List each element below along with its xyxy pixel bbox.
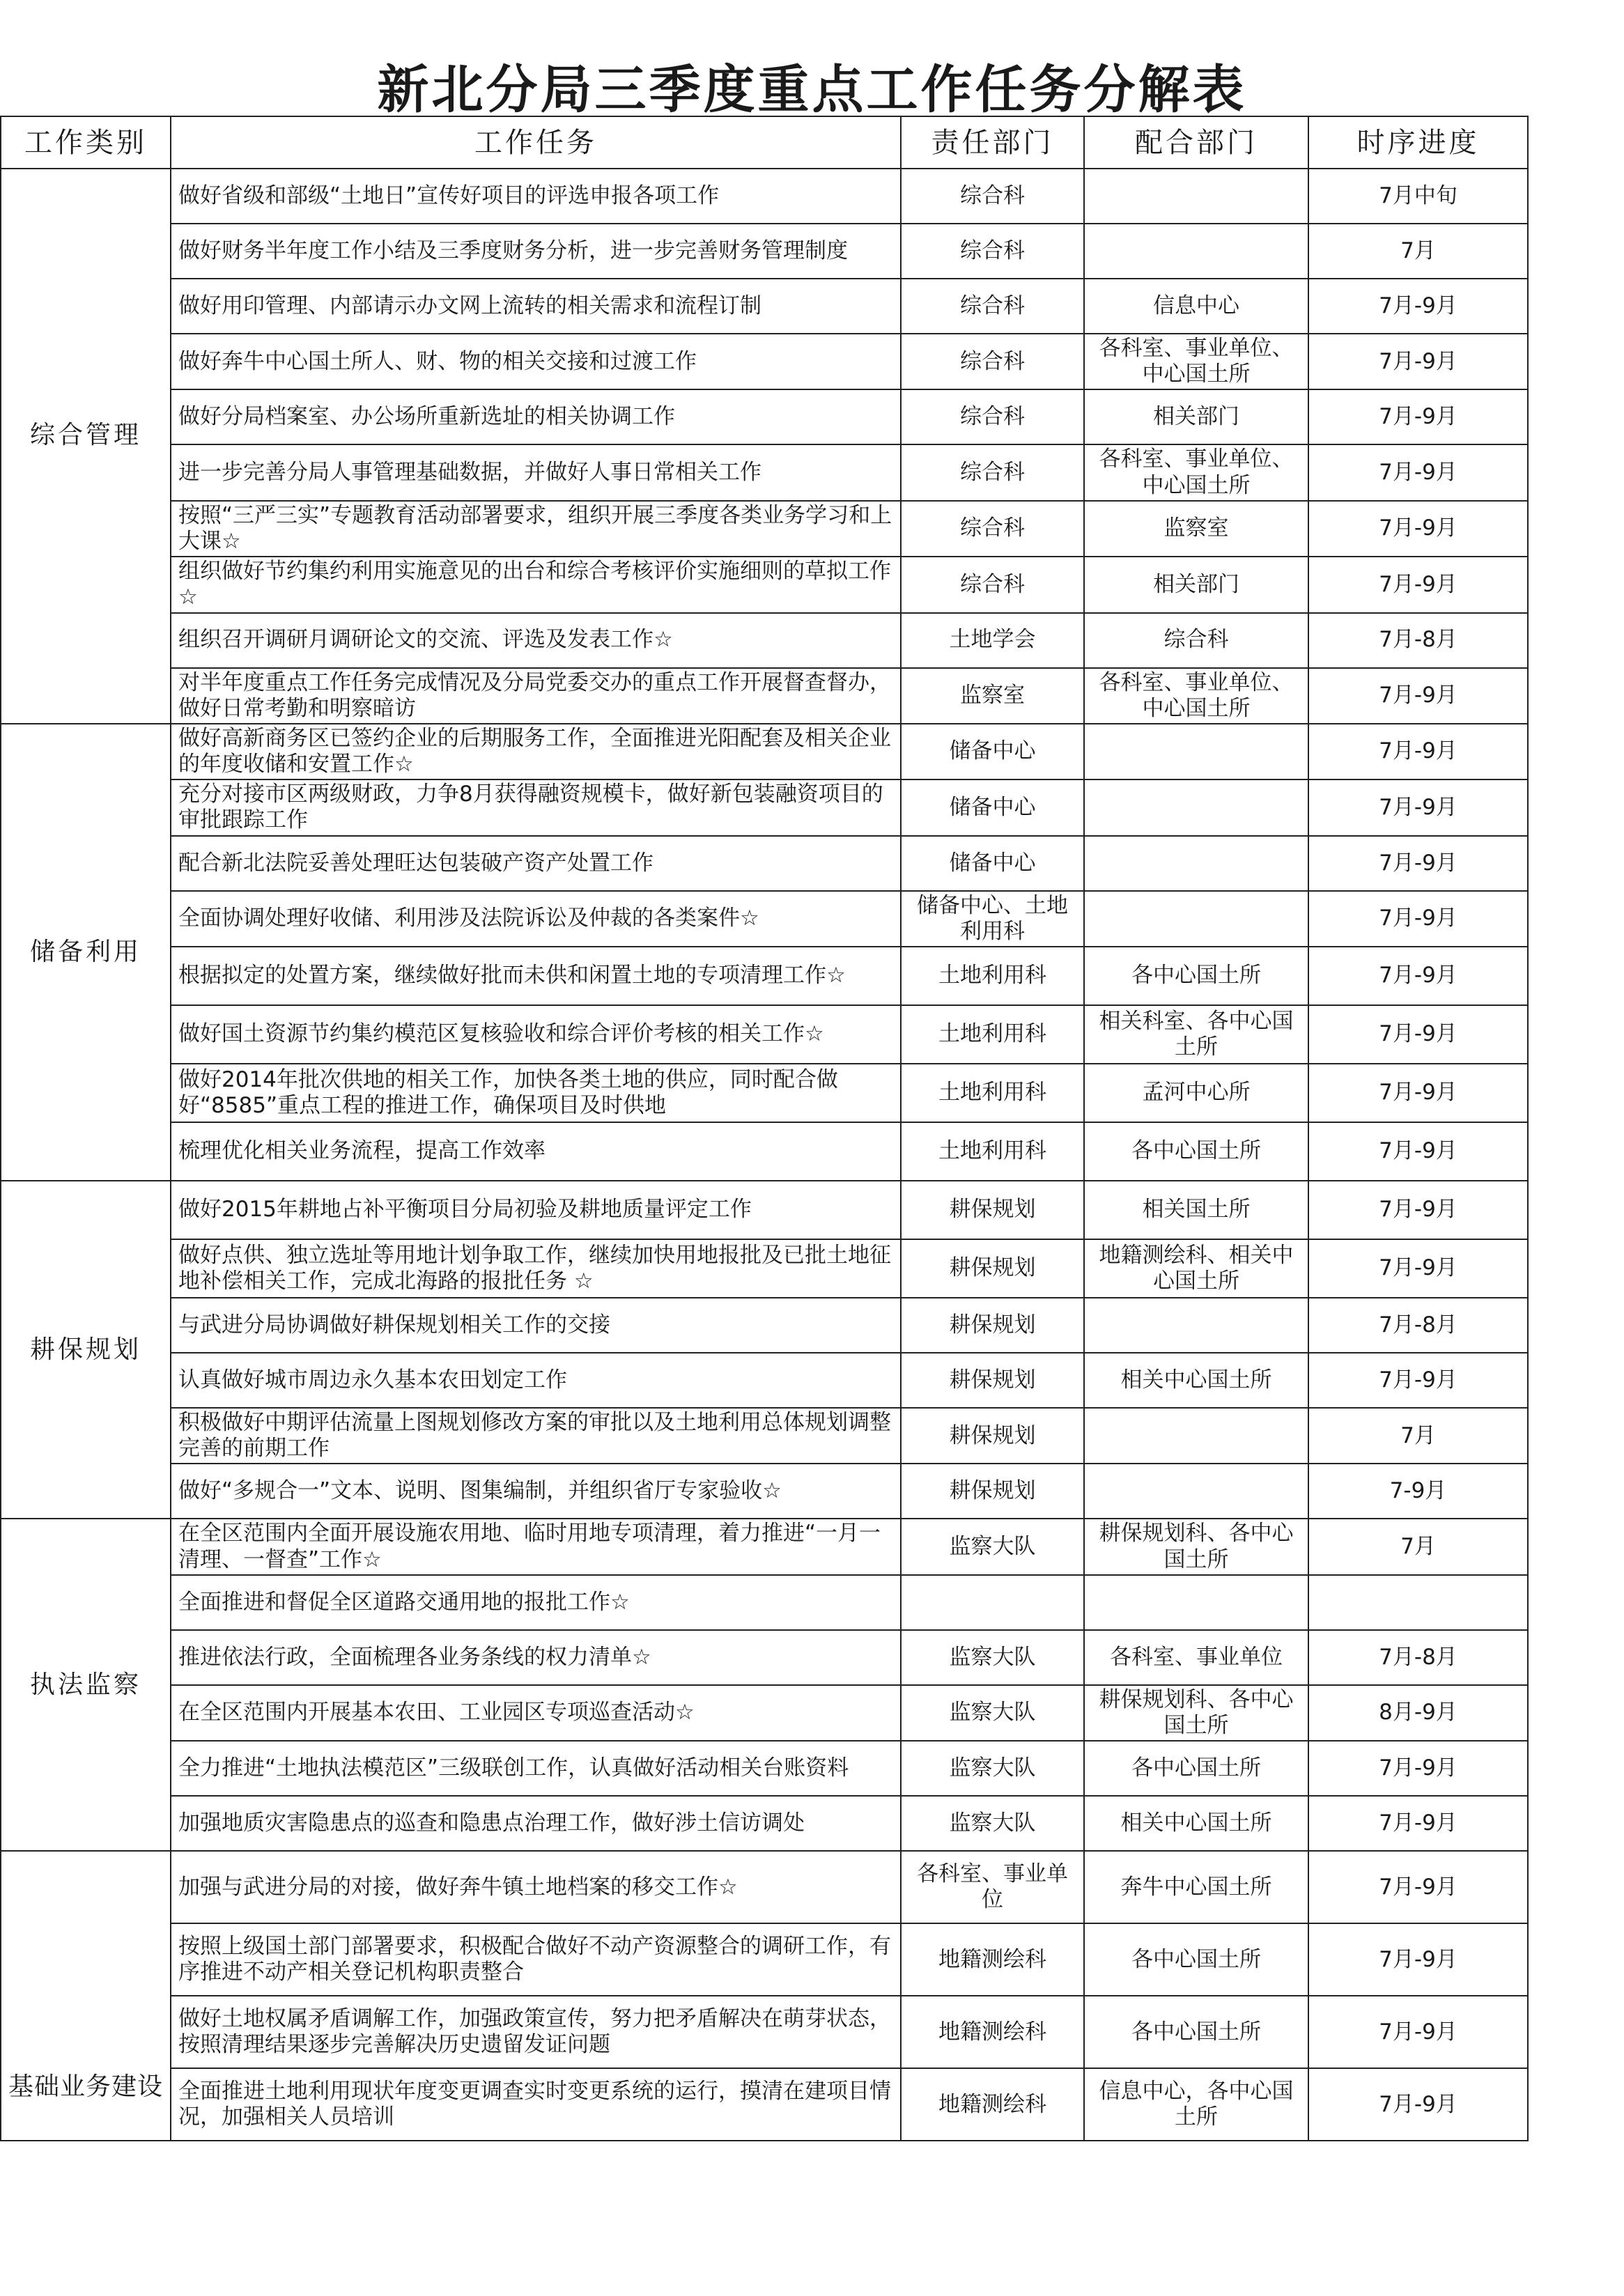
- task-cell: 做好2015年耕地占补平衡项目分局初验及耕地质量评定工作: [171, 1181, 901, 1239]
- responsible-cell: 耕保规划: [901, 1408, 1084, 1464]
- header-row: [1, 116, 1528, 169]
- schedule-cell: 7月: [1308, 1519, 1528, 1574]
- task-cell: 做好高新商务区已签约企业的后期服务工作，全面推进光阳配套及相关企业的年度收储和安置工作☆: [171, 724, 901, 779]
- task-cell: 组织做好节约集约利用实施意见的出台和综合考核评价实施细则的草拟工作☆: [171, 557, 901, 612]
- task-cell: 组织召开调研月调研论文的交流、评选及发表工作☆: [171, 613, 901, 668]
- table-row: [1, 779, 1528, 835]
- responsible-cell: 土地利用科: [901, 1005, 1084, 1064]
- cooperating-cell: [1084, 1575, 1308, 1630]
- responsible-cell: 监察大队: [901, 1519, 1084, 1574]
- task-cell: 梳理优化相关业务流程，提高工作效率: [171, 1122, 901, 1181]
- cooperating-cell: 各中心国土所: [1084, 1923, 1308, 1996]
- responsible-cell: 耕保规划: [901, 1181, 1084, 1239]
- cooperating-cell: [1084, 1408, 1308, 1464]
- category-cell: 储备利用: [1, 724, 171, 1181]
- task-cell: 做好用印管理、内部请示办文网上流转的相关需求和流程订制: [171, 279, 901, 334]
- cooperating-cell: 各中心国土所: [1084, 1122, 1308, 1181]
- header-schedule: 时序进度: [1308, 116, 1528, 169]
- task-cell: 进一步完善分局人事管理基础数据，并做好人事日常相关工作: [171, 444, 901, 500]
- responsible-cell: 耕保规划: [901, 1298, 1084, 1353]
- cooperating-cell: [1084, 724, 1308, 779]
- table-row: [1, 1741, 1528, 1796]
- responsible-cell: 土地利用科: [901, 1122, 1084, 1181]
- table-row: [1, 1519, 1528, 1574]
- schedule-cell: 7月-9月: [1308, 279, 1528, 334]
- category-cell: 基础业务建设: [1, 1851, 171, 2141]
- table-row: [1, 389, 1528, 444]
- cooperating-cell: [1084, 1298, 1308, 1353]
- schedule-cell: 7月-9月: [1308, 1996, 1528, 2068]
- schedule-cell: 7-9月: [1308, 1464, 1528, 1519]
- task-cell: 全面推进土地利用现状年度变更调查实时变更系统的运行，摸清在建项目情况，加强相关人员培训: [171, 2068, 901, 2141]
- schedule-cell: 7月-9月: [1308, 1923, 1528, 1996]
- task-cell: 认真做好城市周边永久基本农田划定工作: [171, 1353, 901, 1408]
- responsible-cell: 土地学会: [901, 613, 1084, 668]
- table-row: [1, 279, 1528, 334]
- category-cell: 综合管理: [1, 169, 171, 724]
- responsible-cell: 耕保规划: [901, 1464, 1084, 1519]
- cooperating-cell: 奔牛中心国土所: [1084, 1851, 1308, 1923]
- schedule-cell: 7月-8月: [1308, 613, 1528, 668]
- cooperating-cell: [1084, 779, 1308, 835]
- responsible-cell: 土地利用科: [901, 1064, 1084, 1122]
- task-cell: 按照上级国土部门部署要求，积极配合做好不动产资源整合的调研工作，有序推进不动产相关登记机构职责整合: [171, 1923, 901, 1996]
- task-cell: 充分对接市区两级财政，力争8月获得融资规模卡，做好新包装融资项目的审批跟踪工作: [171, 779, 901, 835]
- table-row: [1, 1464, 1528, 1519]
- responsible-cell: 综合科: [901, 224, 1084, 279]
- cooperating-cell: 相关中心国土所: [1084, 1353, 1308, 1408]
- responsible-cell: 地籍测绘科: [901, 1996, 1084, 2068]
- responsible-cell: 耕保规划: [901, 1353, 1084, 1408]
- schedule-cell: 7月-9月: [1308, 389, 1528, 444]
- schedule-cell: 7月-9月: [1308, 1122, 1528, 1181]
- responsible-cell: 综合科: [901, 389, 1084, 444]
- table-row: [1, 613, 1528, 668]
- table-row: [1, 1181, 1528, 1239]
- cooperating-cell: 各中心国土所: [1084, 1996, 1308, 2068]
- table-row: [1, 724, 1528, 779]
- task-cell: 全面推进和督促全区道路交通用地的报批工作☆: [171, 1575, 901, 1630]
- schedule-cell: 7月-9月: [1308, 947, 1528, 1005]
- task-cell: 做好奔牛中心国土所人、财、物的相关交接和过渡工作: [171, 334, 901, 389]
- cooperating-cell: 地籍测绘科、相关中心国土所: [1084, 1239, 1308, 1298]
- table-row: [1, 224, 1528, 279]
- responsible-cell: 地籍测绘科: [901, 1923, 1084, 1996]
- table-row: [1, 1122, 1528, 1181]
- cooperating-cell: 各科室、事业单位、中心国土所: [1084, 668, 1308, 724]
- task-cell: 积极做好中期评估流量上图规划修改方案的审批以及土地利用总体规划调整完善的前期工作: [171, 1408, 901, 1464]
- schedule-cell: 7月-9月: [1308, 1239, 1528, 1298]
- responsible-cell: 综合科: [901, 279, 1084, 334]
- task-cell: 做好“多规合一”文本、说明、图集编制，并组织省厅专家验收☆: [171, 1464, 901, 1519]
- schedule-cell: 7月-9月: [1308, 1181, 1528, 1239]
- cooperating-cell: 相关科室、各中心国土所: [1084, 1005, 1308, 1064]
- task-cell: 对半年度重点工作任务完成情况及分局党委交办的重点工作开展督查督办，做好日常考勤和明察暗访: [171, 668, 901, 724]
- responsible-cell: [901, 1575, 1084, 1630]
- schedule-cell: 7月-9月: [1308, 2068, 1528, 2141]
- task-cell: 在全区范围内全面开展设施农用地、临时用地专项清理，着力推进“一月一清理、一督查”工作☆: [171, 1519, 901, 1574]
- header-category: 工作类别: [1, 116, 171, 169]
- table-row: [1, 1408, 1528, 1464]
- responsible-cell: 耕保规划: [901, 1239, 1084, 1298]
- schedule-cell: 7月-8月: [1308, 1630, 1528, 1685]
- category-cell: 执法监察: [1, 1519, 171, 1851]
- responsible-cell: 监察大队: [901, 1685, 1084, 1741]
- schedule-cell: [1308, 1575, 1528, 1630]
- responsible-cell: 储备中心: [901, 779, 1084, 835]
- cooperating-cell: [1084, 1464, 1308, 1519]
- cooperating-cell: 综合科: [1084, 613, 1308, 668]
- cooperating-cell: 相关中心国土所: [1084, 1796, 1308, 1851]
- cooperating-cell: 信息中心，各中心国土所: [1084, 2068, 1308, 2141]
- schedule-cell: 7月-9月: [1308, 779, 1528, 835]
- responsible-cell: 综合科: [901, 557, 1084, 612]
- table-row: [1, 836, 1528, 891]
- schedule-cell: 7月-9月: [1308, 501, 1528, 557]
- task-cell: 做好国土资源节约集约模范区复核验收和综合评价考核的相关工作☆: [171, 1005, 901, 1064]
- cooperating-cell: 监察室: [1084, 501, 1308, 557]
- task-cell: 根据拟定的处置方案，继续做好批而未供和闲置土地的专项清理工作☆: [171, 947, 901, 1005]
- task-cell: 按照“三严三实”专题教育活动部署要求，组织开展三季度各类业务学习和上大课☆: [171, 501, 901, 557]
- table-row: [1, 1923, 1528, 1996]
- task-cell: 做好分局档案室、办公场所重新选址的相关协调工作: [171, 389, 901, 444]
- schedule-cell: 7月-9月: [1308, 1741, 1528, 1796]
- task-cell: 推进依法行政，全面梳理各业务条线的权力清单☆: [171, 1630, 901, 1685]
- schedule-cell: 7月: [1308, 224, 1528, 279]
- header-responsible: 责任部门: [901, 116, 1084, 169]
- schedule-cell: 7月-9月: [1308, 668, 1528, 724]
- responsible-cell: 储备中心、土地利用科: [901, 891, 1084, 947]
- table-row: [1, 169, 1528, 224]
- table-row: [1, 1298, 1528, 1353]
- table-row: [1, 1685, 1528, 1741]
- schedule-cell: 7月-9月: [1308, 1796, 1528, 1851]
- cooperating-cell: 各中心国土所: [1084, 1741, 1308, 1796]
- task-cell: 全力推进“土地执法模范区”三级联创工作，认真做好活动相关台账资料: [171, 1741, 901, 1796]
- table-row: [1, 444, 1528, 500]
- responsible-cell: 储备中心: [901, 836, 1084, 891]
- cooperating-cell: [1084, 891, 1308, 947]
- cooperating-cell: 各科室、事业单位、中心国土所: [1084, 334, 1308, 389]
- table-row: [1, 1353, 1528, 1408]
- schedule-cell: 7月-9月: [1308, 1005, 1528, 1064]
- table-row: [1, 947, 1528, 1005]
- cooperating-cell: 耕保规划科、各中心国土所: [1084, 1519, 1308, 1574]
- responsible-cell: 监察大队: [901, 1630, 1084, 1685]
- cooperating-cell: 孟河中心所: [1084, 1064, 1308, 1122]
- responsible-cell: 综合科: [901, 444, 1084, 500]
- schedule-cell: 7月-9月: [1308, 1851, 1528, 1923]
- responsible-cell: 综合科: [901, 334, 1084, 389]
- responsible-cell: 各科室、事业单位: [901, 1851, 1084, 1923]
- schedule-cell: 7月-9月: [1308, 836, 1528, 891]
- task-cell: 与武进分局协调做好耕保规划相关工作的交接: [171, 1298, 901, 1353]
- schedule-cell: 7月: [1308, 1408, 1528, 1464]
- cooperating-cell: 各科室、事业单位、中心国土所: [1084, 444, 1308, 500]
- cooperating-cell: 信息中心: [1084, 279, 1308, 334]
- table-row: [1, 501, 1528, 557]
- table-row: [1, 1005, 1528, 1064]
- responsible-cell: 综合科: [901, 501, 1084, 557]
- responsible-cell: 综合科: [901, 169, 1084, 224]
- schedule-cell: 7月-9月: [1308, 1353, 1528, 1408]
- responsible-cell: 监察大队: [901, 1741, 1084, 1796]
- table-row: [1, 668, 1528, 724]
- task-cell: 做好省级和部级“土地日”宣传好项目的评选申报各项工作: [171, 169, 901, 224]
- schedule-cell: 7月-9月: [1308, 724, 1528, 779]
- task-cell: 做好点供、独立选址等用地计划争取工作，继续加快用地报批及已批土地征地补偿相关工作，完成北海路的报批任务 ☆: [171, 1239, 901, 1298]
- schedule-cell: 7月中旬: [1308, 169, 1528, 224]
- cooperating-cell: 耕保规划科、各中心国土所: [1084, 1685, 1308, 1741]
- task-cell: 做好财务半年度工作小结及三季度财务分析，进一步完善财务管理制度: [171, 224, 901, 279]
- task-cell: 在全区范围内开展基本农田、工业园区专项巡查活动☆: [171, 1685, 901, 1741]
- table-body: [1, 169, 1528, 2141]
- header-task: 工作任务: [171, 116, 901, 169]
- cooperating-cell: [1084, 224, 1308, 279]
- table-row: [1, 1064, 1528, 1122]
- schedule-cell: 7月-9月: [1308, 891, 1528, 947]
- task-table: [0, 116, 1529, 2141]
- cooperating-cell: [1084, 836, 1308, 891]
- cooperating-cell: 各科室、事业单位: [1084, 1630, 1308, 1685]
- task-cell: 全面协调处理好收储、利用涉及法院诉讼及仲裁的各类案件☆: [171, 891, 901, 947]
- schedule-cell: 7月-9月: [1308, 1064, 1528, 1122]
- task-cell: 做好土地权属矛盾调解工作，加强政策宣传，努力把矛盾解决在萌芽状态，按照清理结果逐步完善解决历史遗留发证问题: [171, 1996, 901, 2068]
- schedule-cell: 8月-9月: [1308, 1685, 1528, 1741]
- schedule-cell: 7月-9月: [1308, 334, 1528, 389]
- header-cooperating: 配合部门: [1084, 116, 1308, 169]
- task-cell: 做好2014年批次供地的相关工作，加快各类土地的供应，同时配合做好“8585”重点工程的推进工作，确保项目及时供地: [171, 1064, 901, 1122]
- responsible-cell: 储备中心: [901, 724, 1084, 779]
- cooperating-cell: [1084, 169, 1308, 224]
- table-row: [1, 891, 1528, 947]
- cooperating-cell: 各中心国土所: [1084, 947, 1308, 1005]
- table-row: [1, 334, 1528, 389]
- cooperating-cell: 相关部门: [1084, 389, 1308, 444]
- table-row: [1, 1575, 1528, 1630]
- table-row: [1, 557, 1528, 612]
- task-cell: 加强地质灾害隐患点的巡查和隐患点治理工作，做好涉土信访调处: [171, 1796, 901, 1851]
- cooperating-cell: 相关国土所: [1084, 1181, 1308, 1239]
- table-row: [1, 1796, 1528, 1851]
- cooperating-cell: 相关部门: [1084, 557, 1308, 612]
- task-cell: 配合新北法院妥善处理旺达包装破产资产处置工作: [171, 836, 901, 891]
- page-title: 新北分局三季度重点工作任务分解表: [377, 60, 1247, 120]
- responsible-cell: 土地利用科: [901, 947, 1084, 1005]
- table-row: [1, 1239, 1528, 1298]
- schedule-cell: 7月-8月: [1308, 1298, 1528, 1353]
- table-row: [1, 1851, 1528, 1923]
- responsible-cell: 地籍测绘科: [901, 2068, 1084, 2141]
- responsible-cell: 监察大队: [901, 1796, 1084, 1851]
- table-row: [1, 1996, 1528, 2068]
- task-cell: 加强与武进分局的对接，做好奔牛镇土地档案的移交工作☆: [171, 1851, 901, 1923]
- category-cell: 耕保规划: [1, 1181, 171, 1519]
- table-row: [1, 2068, 1528, 2141]
- schedule-cell: 7月-9月: [1308, 444, 1528, 500]
- table-row: [1, 1630, 1528, 1685]
- schedule-cell: 7月-9月: [1308, 557, 1528, 612]
- responsible-cell: 监察室: [901, 668, 1084, 724]
